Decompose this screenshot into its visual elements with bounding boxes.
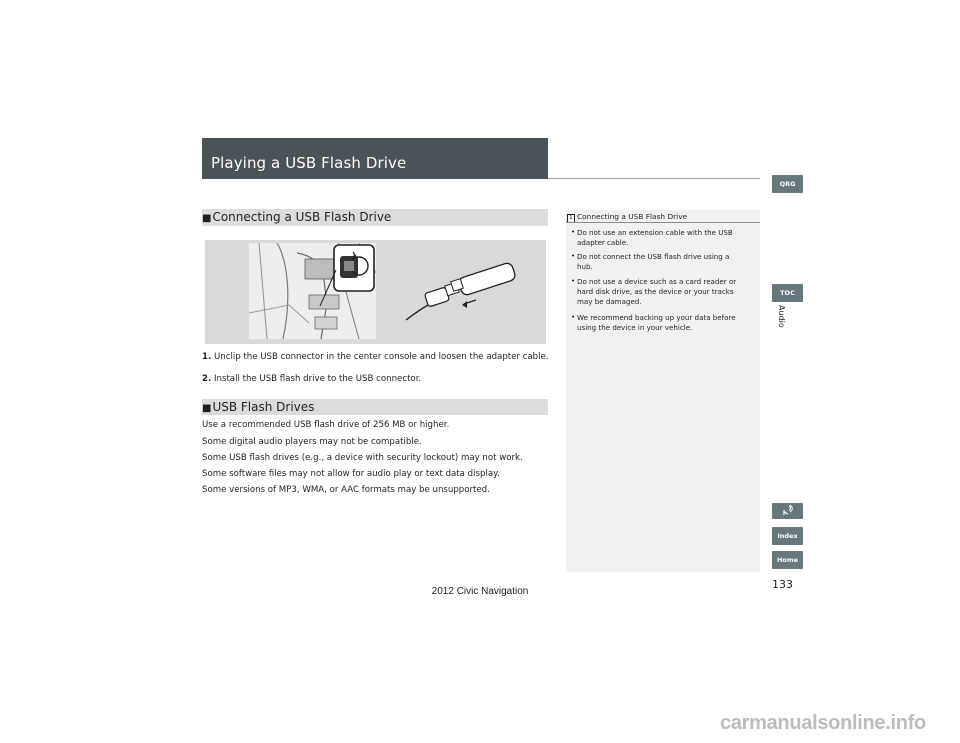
bullet-icon: •	[571, 251, 576, 260]
page-number: 133	[772, 578, 793, 591]
step-2: 2. Install the USB flash drive to the USB connector.	[202, 374, 422, 384]
body-line: Some digital audio players may not be compatible.	[202, 437, 422, 447]
section-heading-connecting: ■Connecting a USB Flash Drive	[202, 210, 392, 224]
side-note-rule	[566, 222, 760, 223]
note-text: may be damaged.	[577, 297, 642, 306]
voice-command-icon	[781, 504, 795, 518]
body-line: Use a recommended USB flash drive of 256 MB or higher.	[202, 420, 450, 430]
step-1: 1. Unclip the USB connector in the center console and loosen the adapter cable.	[202, 352, 549, 362]
usb-flash-drive-illustration	[404, 262, 522, 322]
tab-qrg[interactable]: QRG	[772, 175, 803, 193]
side-note-title: 1 Connecting a USB Flash Drive	[567, 212, 687, 223]
callout-line	[318, 268, 338, 308]
body-line: Some USB flash drives (e.g., a device with security lockout) may not work.	[202, 453, 523, 463]
watermark: carmanualsonline.info	[720, 712, 926, 734]
section-square-icon: ■	[202, 403, 212, 414]
bullet-icon: •	[571, 276, 576, 285]
note-text: using the device in your vehicle.	[577, 323, 693, 332]
tab-home[interactable]: Home	[772, 551, 803, 569]
note-text: Do not use a device such as a card reader or	[577, 277, 737, 286]
page-footer: 2012 Civic Navigation	[431, 586, 529, 597]
usb-connector-closeup	[333, 244, 375, 292]
page-title: Playing a USB Flash Drive	[211, 154, 407, 172]
note-text: Do not use an extension cable with the USB	[577, 228, 733, 237]
section-heading-usb-drives: ■USB Flash Drives	[202, 400, 315, 414]
note-marker-icon: 1	[567, 214, 575, 223]
note-text: We recommend backing up your data before	[577, 313, 736, 322]
bullet-icon: •	[571, 312, 576, 321]
chapter-label: Audio	[777, 305, 786, 328]
body-line: Some software files may not allow for audio play or text data display.	[202, 469, 500, 479]
side-note-panel	[566, 210, 760, 572]
tab-toc[interactable]: TOC	[772, 284, 803, 302]
note-text: adapter cable.	[577, 238, 629, 247]
bullet-icon: •	[571, 227, 576, 236]
note-text: Do not connect the USB flash drive using a	[577, 252, 730, 261]
title-rule	[548, 178, 760, 179]
section-square-icon: ■	[202, 213, 212, 224]
note-text: hub.	[577, 262, 593, 271]
note-text: hard disk drive, as the device or your tracks	[577, 287, 734, 296]
tab-voice[interactable]	[772, 503, 803, 519]
tab-index[interactable]: Index	[772, 527, 803, 545]
body-line: Some versions of MP3, WMA, or AAC formats may be unsupported.	[202, 485, 490, 495]
